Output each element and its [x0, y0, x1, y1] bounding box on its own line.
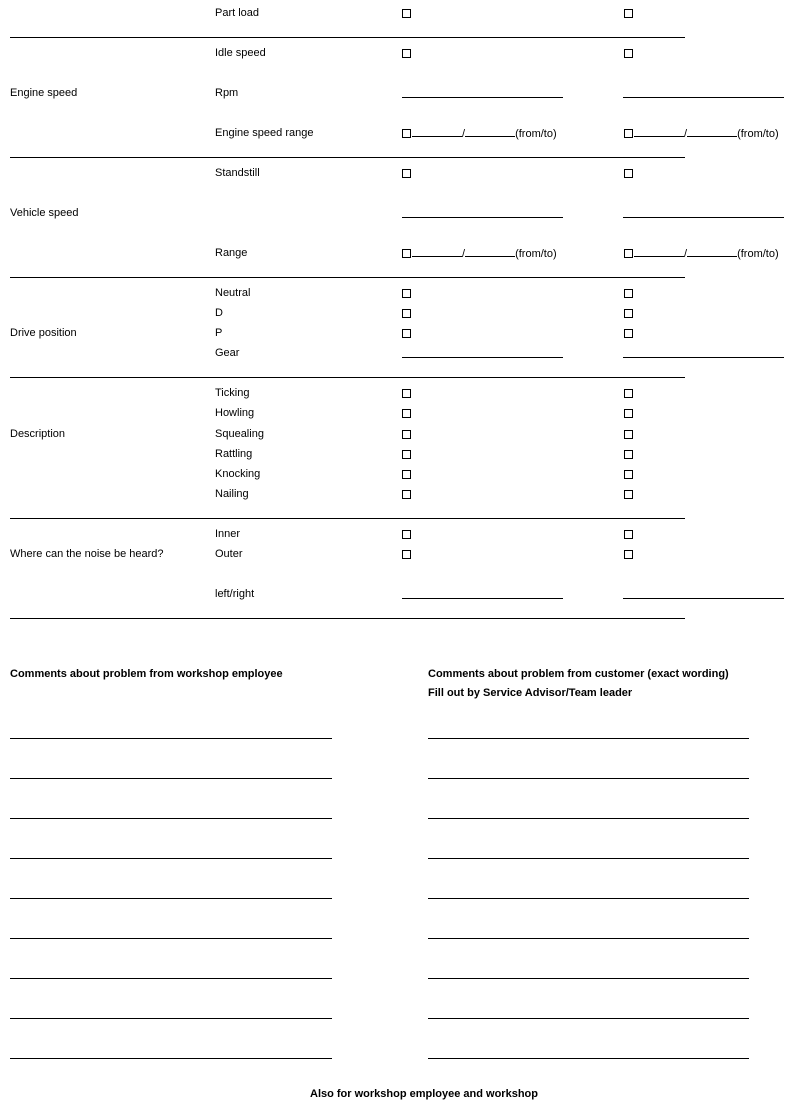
customer-comments-heading: Comments about problem from customer (exact wording): [428, 668, 729, 680]
checkbox-howling-col2[interactable]: [624, 409, 633, 418]
vehicle-speed-input-col1[interactable]: [402, 217, 563, 218]
checkbox-outer-col1[interactable]: [402, 550, 411, 559]
option-knocking: Knocking: [215, 468, 261, 480]
employee-comment-line[interactable]: [10, 818, 332, 819]
section-divider: [10, 277, 685, 278]
gear-input-col1[interactable]: [402, 357, 563, 358]
field-label-engine-speed-range: Engine speed range: [215, 127, 314, 139]
customer-comment-line[interactable]: [428, 938, 749, 939]
field-label-left-right: left/right: [215, 588, 255, 600]
range-separator: /: [684, 248, 688, 260]
checkbox-squealing-col1[interactable]: [402, 430, 411, 439]
range-to-field[interactable]: [687, 127, 737, 137]
checkbox-d-col2[interactable]: [624, 309, 633, 318]
employee-comment-line[interactable]: [10, 978, 332, 979]
range-separator: /: [462, 128, 466, 140]
rpm-input-col2[interactable]: [623, 97, 784, 98]
section-label-description: Description: [10, 428, 66, 440]
customer-comment-line[interactable]: [428, 1058, 749, 1059]
checkbox-outer-col2[interactable]: [624, 550, 633, 559]
employee-comment-line[interactable]: [10, 738, 332, 739]
range-suffix: (from/to): [515, 248, 557, 260]
section-label-where-heard: Where can the noise be heard?: [10, 548, 164, 560]
range-to-field[interactable]: [687, 247, 737, 257]
rpm-input-col1[interactable]: [402, 97, 563, 98]
customer-comment-line[interactable]: [428, 818, 749, 819]
checkbox-p-col2[interactable]: [624, 329, 633, 338]
employee-comments-heading: Comments about problem from workshop employee: [10, 668, 283, 680]
section-label-drive-position: Drive position: [10, 327, 77, 339]
range-suffix: (from/to): [515, 128, 557, 140]
checkbox-knocking-col1[interactable]: [402, 470, 411, 479]
option-d: D: [215, 307, 223, 319]
option-rattling: Rattling: [215, 448, 253, 460]
section-label-vehicle-speed: Vehicle speed: [10, 207, 79, 219]
range-to-field[interactable]: [465, 247, 515, 257]
checkbox-knocking-col2[interactable]: [624, 470, 633, 479]
range-separator: /: [462, 248, 466, 260]
engine-speed-range-col2[interactable]: [624, 127, 779, 141]
checkbox-standstill-col1[interactable]: [402, 169, 411, 178]
range-from-field[interactable]: [412, 247, 462, 257]
checkbox-p-col1[interactable]: [402, 329, 411, 338]
range-suffix: (from/to): [737, 248, 779, 260]
option-squealing: Squealing: [215, 428, 264, 440]
customer-comment-line[interactable]: [428, 778, 749, 779]
customer-comment-line[interactable]: [428, 978, 749, 979]
field-label-range: Range: [215, 247, 248, 259]
option-outer: Outer: [215, 548, 243, 560]
section-divider: [10, 518, 685, 519]
footer-note: Also for workshop employee and workshop: [310, 1088, 538, 1100]
checkbox-vehicle-range-col2[interactable]: [624, 249, 633, 258]
vehicle-speed-range-col1[interactable]: [402, 247, 557, 261]
checkbox-engine-range-col1[interactable]: [402, 129, 411, 138]
section-divider: [10, 157, 685, 158]
customer-comments-subheading: Fill out by Service Advisor/Team leader: [428, 687, 633, 699]
checkbox-idle-speed-col2[interactable]: [624, 49, 633, 58]
checkbox-idle-speed-col1[interactable]: [402, 49, 411, 58]
checkbox-squealing-col2[interactable]: [624, 430, 633, 439]
checkbox-engine-range-col2[interactable]: [624, 129, 633, 138]
customer-comment-line[interactable]: [428, 898, 749, 899]
option-part-load: Part load: [215, 7, 260, 19]
checkbox-rattling-col1[interactable]: [402, 450, 411, 459]
checkbox-d-col1[interactable]: [402, 309, 411, 318]
checkbox-inner-col2[interactable]: [624, 530, 633, 539]
range-separator: /: [684, 128, 688, 140]
customer-comment-line[interactable]: [428, 1018, 749, 1019]
checkbox-part-load-col1[interactable]: [402, 9, 411, 18]
checkbox-nailing-col2[interactable]: [624, 490, 633, 499]
checkbox-ticking-col2[interactable]: [624, 389, 633, 398]
range-to-field[interactable]: [465, 127, 515, 137]
employee-comment-line[interactable]: [10, 938, 332, 939]
checkbox-ticking-col1[interactable]: [402, 389, 411, 398]
checkbox-part-load-col2[interactable]: [624, 9, 633, 18]
vehicle-speed-range-col2[interactable]: [624, 247, 779, 261]
engine-speed-range-col1[interactable]: [402, 127, 557, 141]
customer-comment-line[interactable]: [428, 738, 749, 739]
employee-comment-line[interactable]: [10, 1058, 332, 1059]
option-neutral: Neutral: [215, 287, 251, 299]
section-divider: [10, 37, 685, 38]
option-inner: Inner: [215, 528, 241, 540]
employee-comment-line[interactable]: [10, 858, 332, 859]
section-divider: [10, 377, 685, 378]
checkbox-neutral-col1[interactable]: [402, 289, 411, 298]
section-divider: [10, 618, 685, 619]
range-from-field[interactable]: [412, 127, 462, 137]
customer-comment-line[interactable]: [428, 858, 749, 859]
range-from-field[interactable]: [634, 247, 684, 257]
option-standstill: Standstill: [215, 167, 260, 179]
option-nailing: Nailing: [215, 488, 249, 500]
range-suffix: (from/to): [737, 128, 779, 140]
checkbox-vehicle-range-col1[interactable]: [402, 249, 411, 258]
option-ticking: Ticking: [215, 387, 250, 399]
checkbox-neutral-col2[interactable]: [624, 289, 633, 298]
employee-comment-line[interactable]: [10, 898, 332, 899]
employee-comment-line[interactable]: [10, 778, 332, 779]
field-label-rpm: Rpm: [215, 87, 239, 99]
checkbox-inner-col1[interactable]: [402, 530, 411, 539]
option-p: P: [215, 327, 223, 339]
left-right-input-col2[interactable]: [623, 598, 784, 599]
field-label-gear: Gear: [215, 347, 240, 359]
left-right-input-col1[interactable]: [402, 598, 563, 599]
section-label-engine-speed: Engine speed: [10, 87, 78, 99]
gear-input-col2[interactable]: [623, 357, 784, 358]
option-idle-speed: Idle speed: [215, 47, 266, 59]
vehicle-speed-input-col2[interactable]: [623, 217, 784, 218]
employee-comment-line[interactable]: [10, 1018, 332, 1019]
checkbox-standstill-col2[interactable]: [624, 169, 633, 178]
option-howling: Howling: [215, 407, 255, 419]
checkbox-howling-col1[interactable]: [402, 409, 411, 418]
range-from-field[interactable]: [634, 127, 684, 137]
checkbox-nailing-col1[interactable]: [402, 490, 411, 499]
checkbox-rattling-col2[interactable]: [624, 450, 633, 459]
